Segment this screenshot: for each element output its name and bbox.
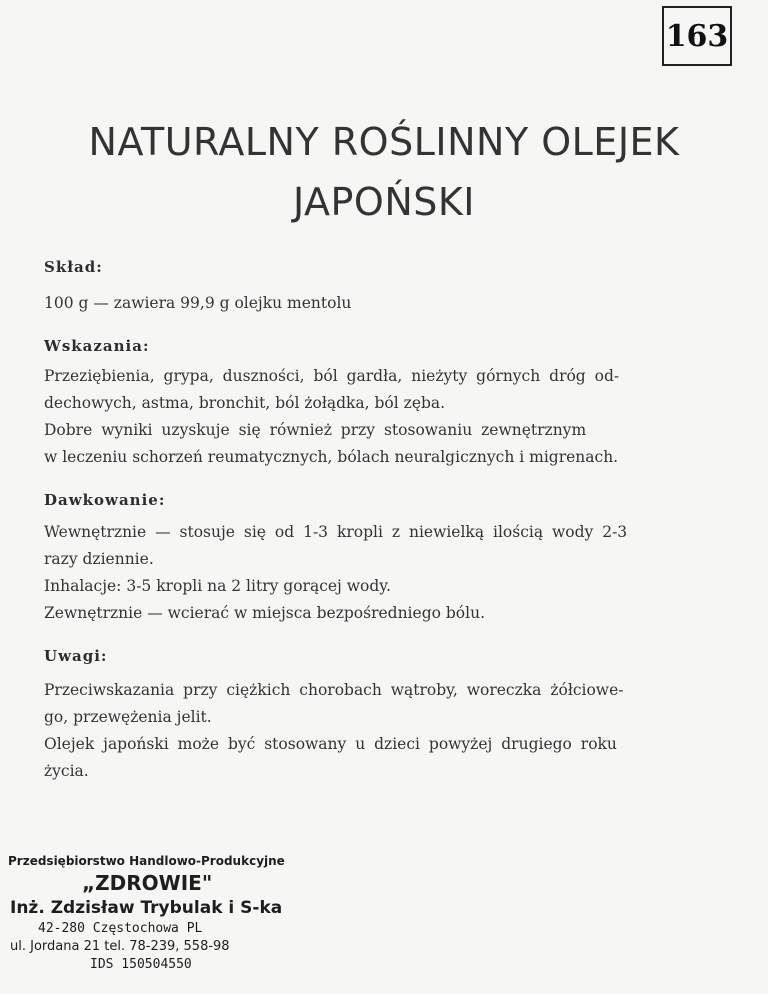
- title-line-2: JAPOŃSKI: [292, 180, 476, 224]
- stamp-company-type: Przedsiębiorstwo Handlowo-Produkcyjne: [8, 854, 285, 868]
- uwagi-line: życia.: [44, 762, 89, 780]
- wskazania-line: dechowych, astma, bronchit, ból żołądka, ból zęba.: [44, 394, 446, 412]
- dawkowanie-line: Wewnętrznie — stosuje się od 1-3 kropli z niewielką ilością wody 2-3: [44, 523, 628, 541]
- stamp-street-phone: ul. Jordana 21 tel. 78-239, 558-98: [10, 939, 230, 954]
- title-line-1: NATURALNY ROŚLINNY OLEJEK: [88, 120, 680, 164]
- stamp-postal-city: 42-280 Częstochowa PL: [38, 921, 203, 936]
- product-title: [0, 112, 768, 232]
- section-heading-wskazania: Wskazania:: [44, 337, 150, 355]
- wskazania-line: w leczeniu schorzeń reumatycznych, bólach neuralgicznych i migrenach.: [44, 448, 619, 466]
- dawkowanie-line: Zewnętrznie — wcierać w miejsca bezpośredniego bólu.: [44, 604, 485, 622]
- section-heading-sklad: Skład:: [44, 258, 103, 276]
- section-heading-dawkowanie: Dawkowanie:: [44, 491, 166, 509]
- dawkowanie-line: Inhalacje: 3-5 kropli na 2 litry gorącej wody.: [44, 577, 391, 595]
- uwagi-line: Przeciwskazania przy ciężkich chorobach wątroby, woreczka żółciowe-: [44, 681, 624, 699]
- section-heading-uwagi: Uwagi:: [44, 647, 108, 665]
- wskazania-line: Dobre wyniki uzyskuje się również przy stosowaniu zewnętrznym: [44, 421, 587, 439]
- wskazania-line: Przeziębienia, grypa, duszności, ból gardła, nieżyty górnych dróg od-: [44, 367, 620, 385]
- dawkowanie-line: razy dziennie.: [44, 550, 154, 568]
- leaflet-content: [44, 258, 724, 785]
- page-number-box: 163: [662, 6, 732, 66]
- stamp-company-name: „ZDROWIE": [82, 871, 213, 895]
- uwagi-line: go, przewężenia jelit.: [44, 708, 212, 726]
- manufacturer-stamp: [8, 852, 338, 974]
- sklad-line: 100 g — zawiera 99,9 g olejku mentolu: [44, 294, 352, 312]
- uwagi-line: Olejek japoński może być stosowany u dzieci powyżej drugiego roku: [44, 735, 617, 753]
- stamp-ids: IDS 150504550: [90, 957, 192, 972]
- stamp-owner: Inż. Zdzisław Trybulak i S-ka: [10, 898, 283, 918]
